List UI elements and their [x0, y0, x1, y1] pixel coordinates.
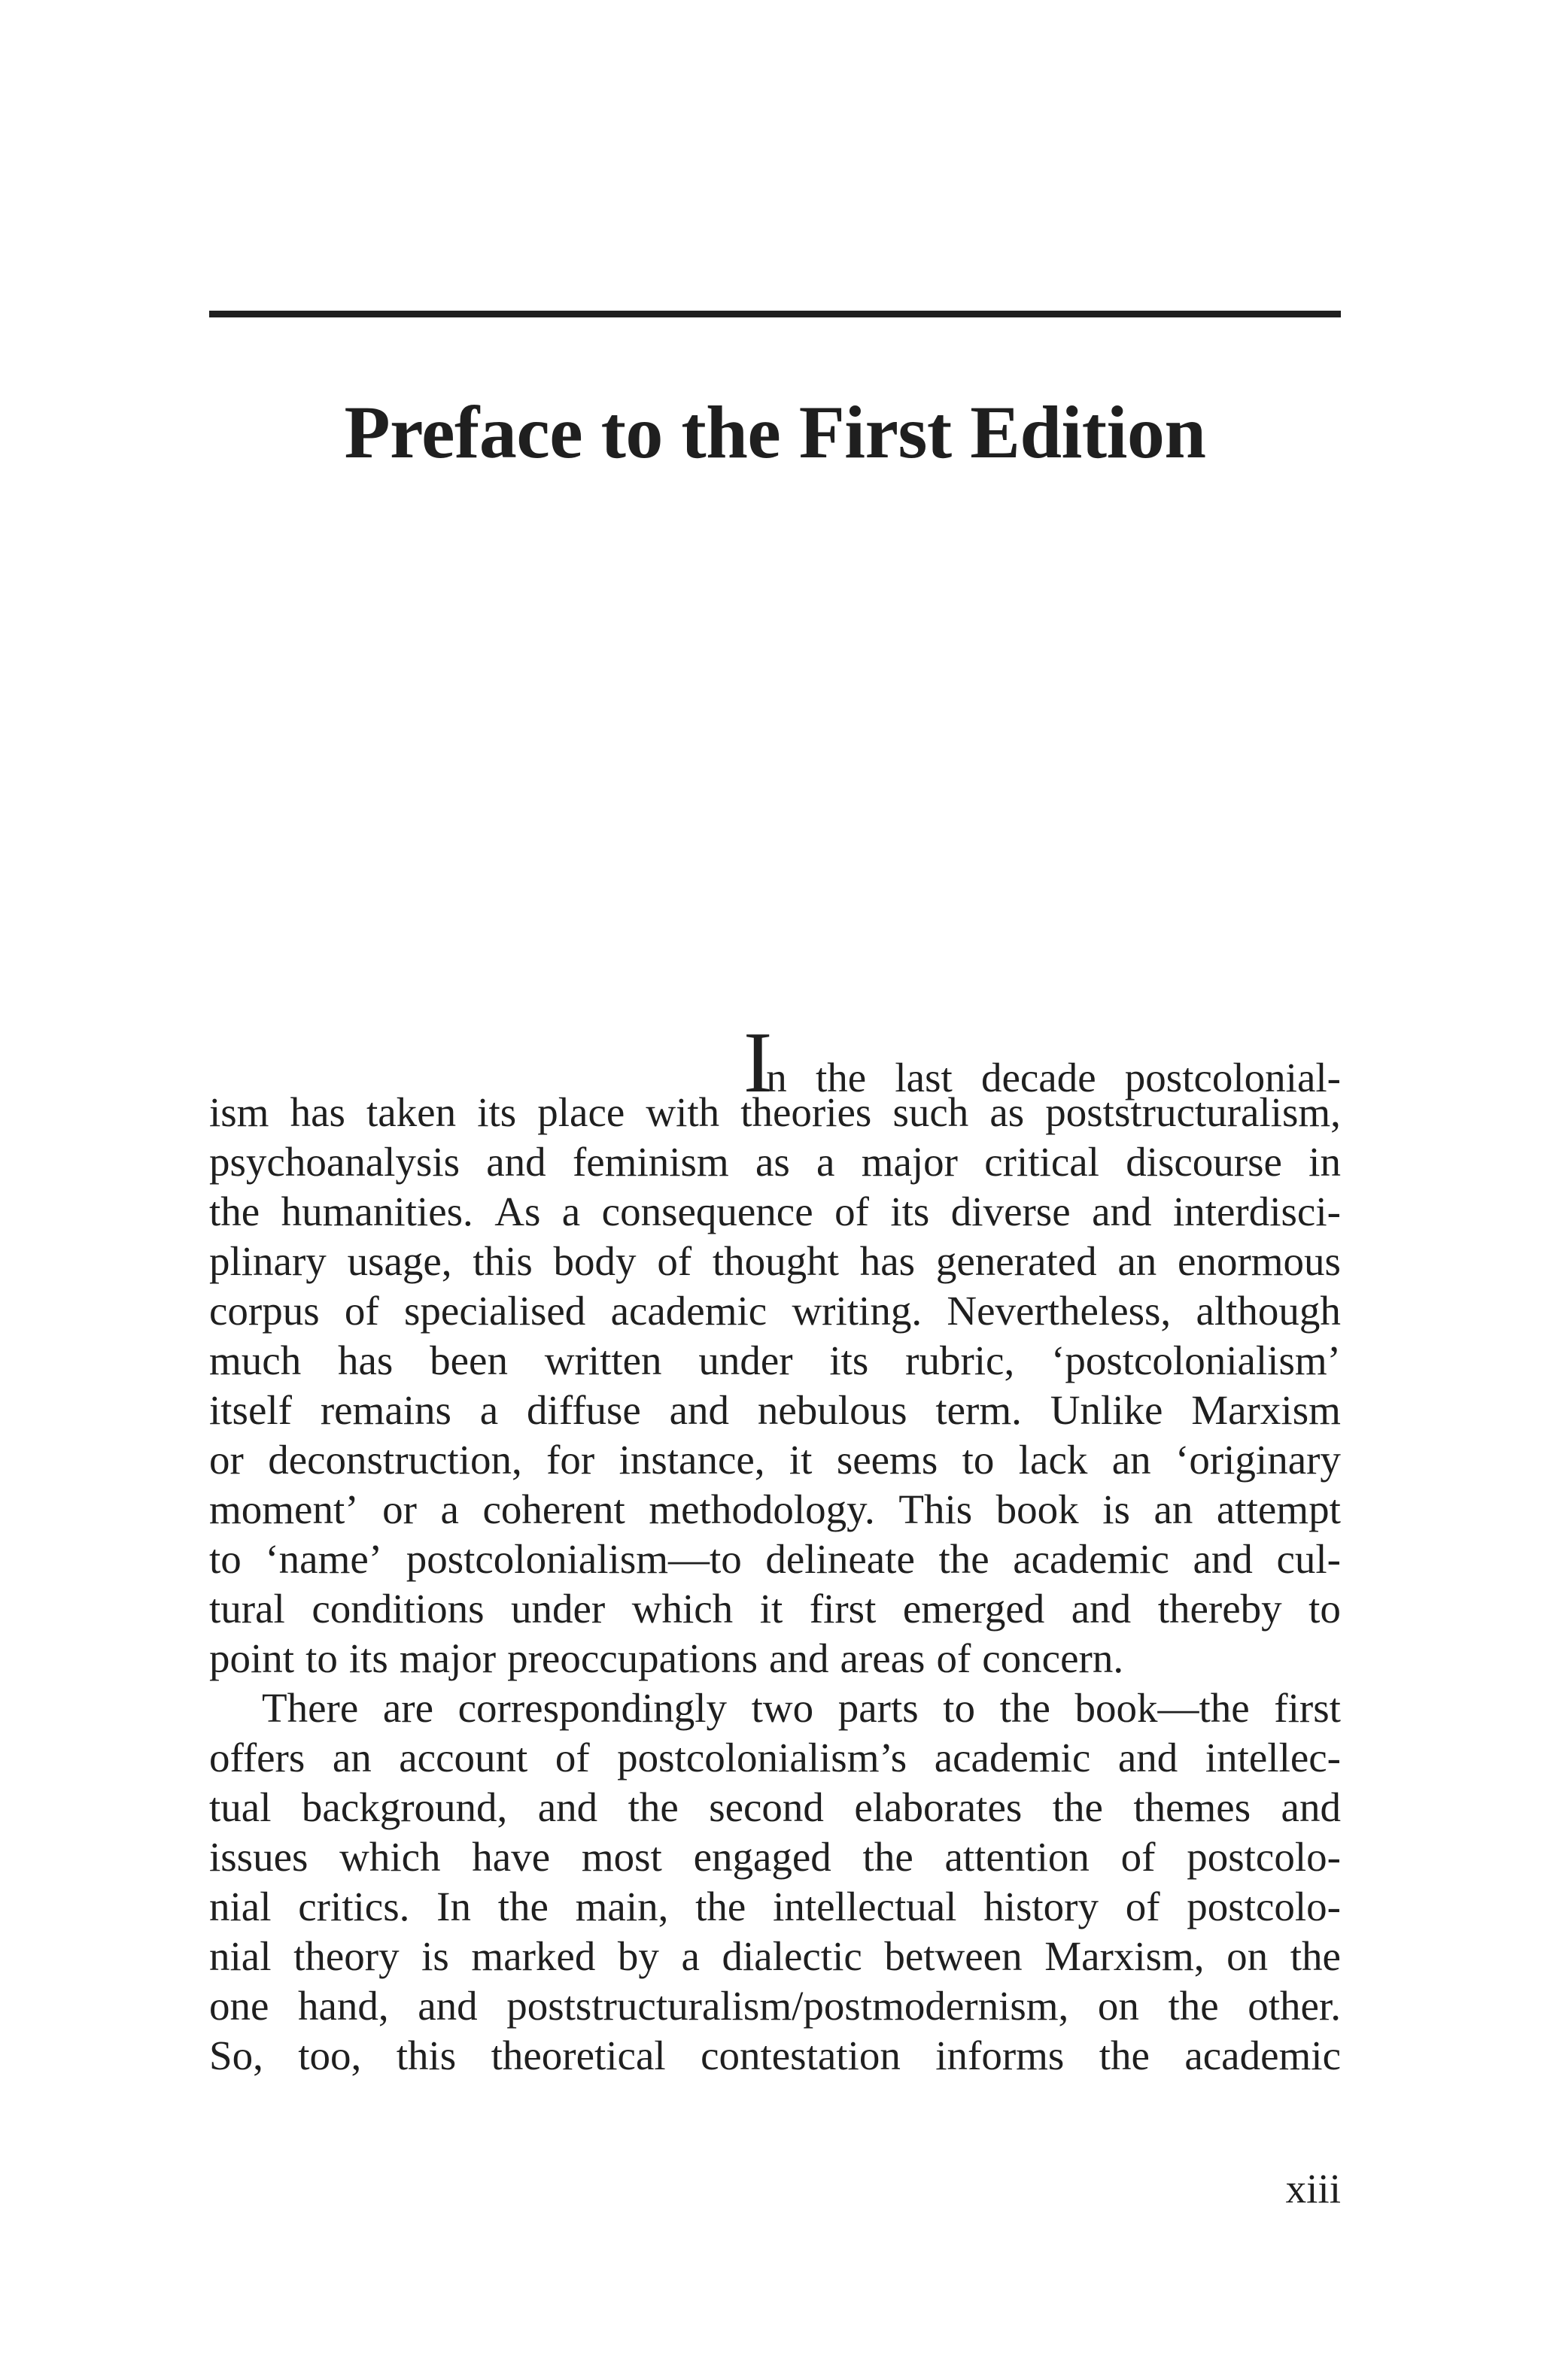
- text-line: nial theory is marked by a dialectic between Marxism, on the: [209, 1933, 1341, 1979]
- text-line: psychoanalysis and feminism as a major critical discourse in: [209, 1139, 1341, 1185]
- text-line: to ‘name’ postcolonialism—to delineate the academic and cul-: [209, 1536, 1341, 1582]
- text-line: ism has taken its place with theories such as poststructuralism,: [209, 1089, 1341, 1135]
- text-line-paragraph-start: There are correspondingly two parts to the book—the first: [262, 1685, 1341, 1731]
- text-line-first: In the last decade postcolonial-: [743, 1015, 1341, 1110]
- page-number: xiii: [1285, 2166, 1341, 2212]
- text-line: issues which have most engaged the attention of postcolo-: [209, 1834, 1341, 1880]
- text-line: tural conditions under which it first emerged and thereby to: [209, 1586, 1341, 1632]
- text-line: much has been written under its rubric, ‘postcolonialism’: [209, 1337, 1341, 1383]
- chapter-top-rule: [209, 311, 1341, 317]
- text-line: corpus of specialised academic writing. Nevertheless, although: [209, 1288, 1341, 1334]
- text-line-paragraph-end: point to its major preoccupations and areas of concern.: [209, 1635, 1124, 1681]
- text-line: the humanities. As a consequence of its diverse and interdisci-: [209, 1188, 1341, 1234]
- text-line: or deconstruction, for instance, it seems to lack an ‘originary: [209, 1437, 1341, 1483]
- body-text: [209, 1015, 1341, 2081]
- text-line: offers an account of postcolonialism’s academic and intellec-: [209, 1735, 1341, 1780]
- chapter-title: Preface to the First Edition: [344, 390, 1206, 474]
- text-line: one hand, and poststructuralism/postmodernism, on the other.: [209, 1983, 1341, 2029]
- text-line: itself remains a diffuse and nebulous term. Unlike Marxism: [209, 1387, 1341, 1433]
- text-line: moment’ or a coherent methodology. This book is an attempt: [209, 1486, 1341, 1532]
- text-line: nial critics. In the main, the intellectual history of postcolo-: [209, 1884, 1341, 1929]
- text-line: So, too, this theoretical contestation informs the academic: [209, 2032, 1341, 2078]
- text-line: tual background, and the second elaborates the themes and: [209, 1784, 1341, 1830]
- drop-cap: I: [743, 1015, 773, 1110]
- text-line: plinary usage, this body of thought has generated an enormous: [209, 1238, 1341, 1284]
